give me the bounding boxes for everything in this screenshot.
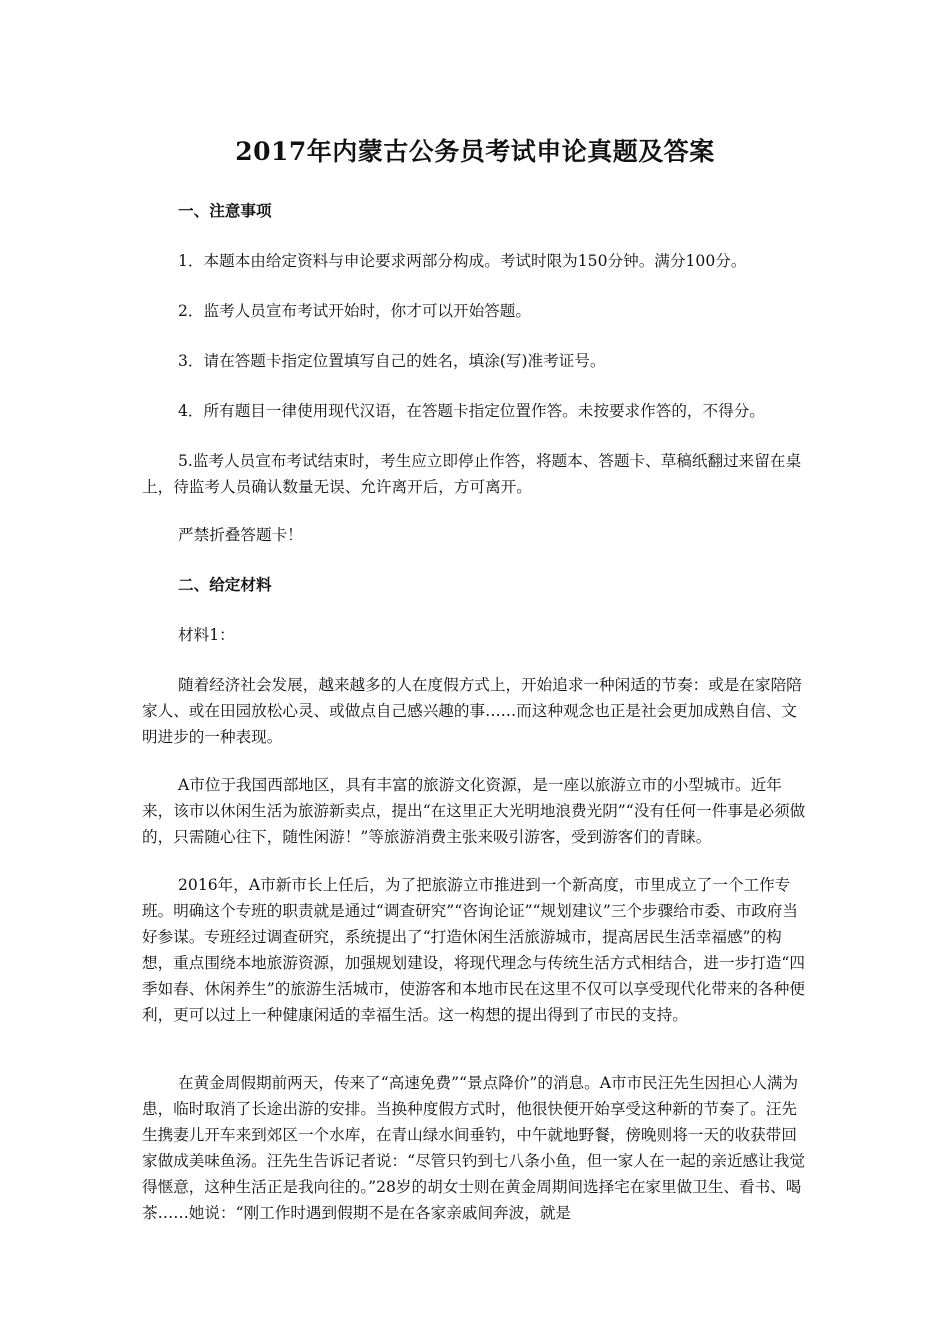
material-paragraph: 随着经济社会发展，越来越多的人在度假方式上，开始追求一种闲适的节奏：或是在家陪陪家人、或在田园放松心灵、或做点自己感兴趣的事……而这种观念也正是社会更加成熟自信、文明进步的一种表现。 [142,676,802,746]
document-title: 2017年内蒙古公务员考试申论真题及答案 [235,137,715,166]
warning-text: 严禁折叠答题卡！ [178,526,303,544]
note-item: 5.监考人员宣布考试结束时，考生应立即停止作答，将题本、答题卡、草稿纸翻过来留在桌上，待监考人员确认数量无误、允许离开后，方可离开。 [142,452,802,496]
note-item: 1．本题本由给定资料与申论要求两部分构成。考试时限为150分钟。满分100分。 [178,252,747,270]
note-item: 3．请在答题卡指定位置填写自己的姓名，填涂(写)准考证号。 [178,352,606,370]
section-heading-notes: 一、注意事项 [178,201,272,220]
note-item: 2．监考人员宣布考试开始时，你才可以开始答题。 [178,302,531,320]
material-paragraph: 在黄金周假期前两天，传来了“高速免费”“景点降价”的消息。A市市民汪先生因担心人满为患，临时取消了长途出游的安排。当换种度假方式时，他很快便开始享受这种新的节奏了。汪先生携妻儿开车来到郊区一个水库，在青山绿水间垂钓，中午就地野餐，傍晚则将一天的收获带回家做成美味鱼汤。汪先生告诉记者说：“尽管只钓到七八条小鱼，但一家人在一起的亲近感让我觉得惬意，这种生活正是我向往的。”28岁的胡女士则在黄金周期间选择宅在家里做卫生、看书、喝茶……她说：“刚工作时遇到假期不是在各家亲戚间奔波，就是 [142,1074,805,1222]
section-heading-materials: 二、给定材料 [178,575,272,594]
material-paragraph: A市位于我国西部地区，具有丰富的旅游文化资源，是一座以旅游立市的小型城市。近年来，该市以休闲生活为旅游新卖点，提出“在这里正大光明地浪费光阴”“没有任何一件事是必须做的，只需随心往下，随性闲游！”等旅游消费主张来吸引游客，受到游客们的青睐。 [142,776,806,846]
note-item: 4．所有题目一律使用现代汉语，在答题卡指定位置作答。未按要求作答的，不得分。 [178,402,765,420]
material-paragraph: 2016年，A市新市长上任后，为了把旅游立市推进到一个新高度，市里成立了一个工作专班。明确这个专班的职责就是通过“调查研究”“咨询论证”“规划建议”三个步骤给市委、市政府当好参谋。专班经过调查研究，系统提出了“打造休闲生活旅游城市，提高居民生活幸福感”的构想，重点围绕本地旅游资源，加强规划建设，将现代理念与传统生活方式相结合，进一步打造“四季如春、休闲养生”的旅游生活城市，使游客和本地市民在这里不仅可以享受现代化带来的各种便利，更可以过上一种健康闲适的幸福生活。这一构想的提出得到了市民的支持。 [142,876,805,1024]
material-label: 材料1： [178,626,235,644]
